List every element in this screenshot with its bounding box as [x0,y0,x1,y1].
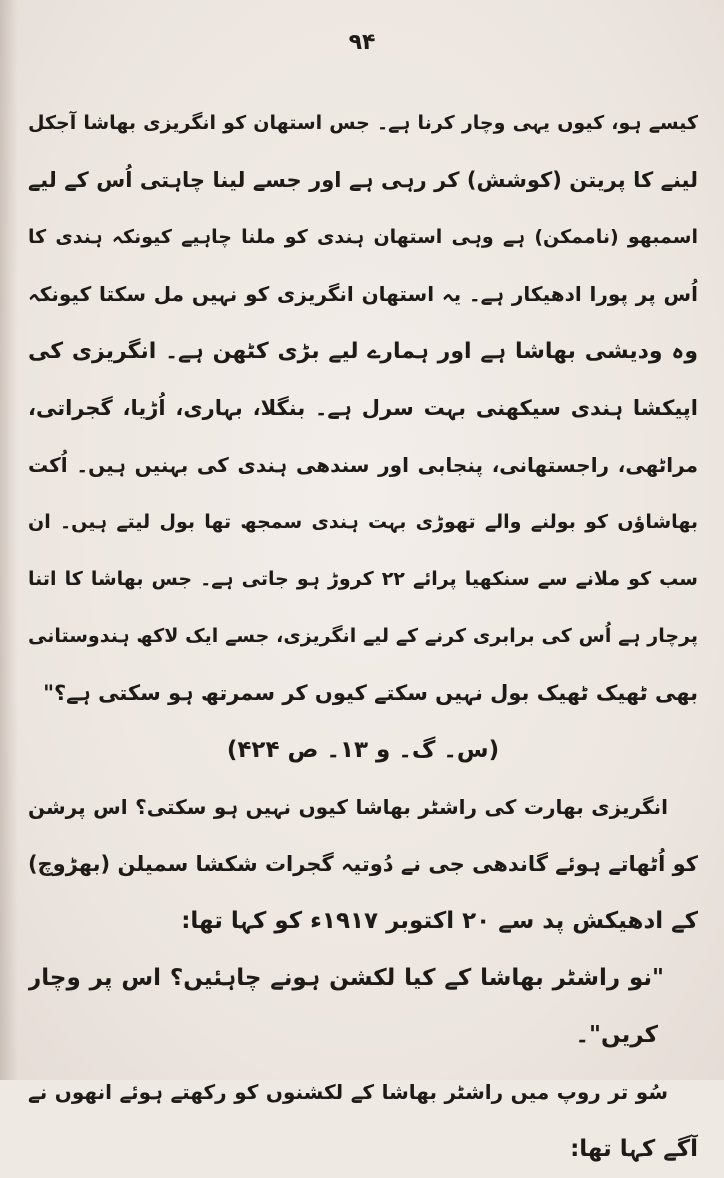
text-line: بھی ٹھیک ٹھیک بول نہیں سکتے کیوں کر سمرتھ ہو سکتی ہے؟" [43,681,698,705]
text-line: بھاشاؤں کو بولنے والے تھوڑی بہت ہندی سمجھ تھا بول لیتے ہیں۔ ان [28,511,698,533]
text-line: کو اُٹھاتے ہوئے گاندھی جی نے دُوتیہ گجرات شکشا سمیلن (بھڑوچ) [28,852,698,876]
page-body-text [28,95,698,1178]
text-line: کیسے ہو، کیوں یہی وچار کرنا ہے۔ جس استھان کو انگریزی بھاشا آجکل [28,112,698,134]
text-line: اسمبھو (ناممکن) ہے وہی استھان ہندی کو ملنا چاہیے کیونکہ ہندی کا [28,226,698,248]
page-number: ۹۴ [348,30,376,55]
text-line: کے ادھیکش پد سے ۲۰ اکتوبر ۱۹۱۷ء کو کہا تھا: [181,908,698,934]
quote-line: کریں"۔ [575,1022,658,1048]
text-line: سُو تر روپ میں راشٹر بھاشا کے لکشنوں کو رکھتے ہوئے انھوں نے [28,1080,668,1104]
page-edge-shadow [0,0,18,1080]
quote-line: "نو راشٹر بھاشا کے کیا لکشن ہونے چاہئیں؟ اس پر وچار [28,965,664,991]
text-line: لینے کا پریتن (کوشش) کر رہی ہے اور جسے لینا چاہتی اُس کے لیے [28,168,698,192]
text-line: وہ ودیشی بھاشا ہے اور ہمارے لیے بڑی کٹھن ہے۔ انگریزی کی [28,339,698,364]
text-line: آگے کہا تھا: [570,1136,698,1162]
text-line: اُس پر پورا ادھیکار ہے۔ یہ استھان انگریزی کو نہیں مل سکتا کیونکہ [28,282,698,306]
text-line: انگریزی بھارت کی راشٹر بھاشا کیوں نہیں ہو سکتی؟ اس پرشن [28,795,668,819]
text-line: مراٹھی، راجستھانی، پنجابی اور سندھی ہندی کی بہنیں ہیں۔ اُکت [28,453,698,477]
text-line: پرچار ہے اُس کی برابری کرنے کے لیے انگریزی، جسے ایک لاکھ ہندوستانی [28,625,698,647]
text-line: سب کو ملانے سے سنکھیا پرائے ۲۲ کروڑ ہو جاتی ہے۔ جس بھاشا کا اتنا [28,568,698,590]
text-line: اپیکشا ہندی سیکھنی بہت سرل ہے۔ بنگلا، بہاری، اُڑیا، گجراتی، [28,396,698,420]
citation: (س۔ گ۔ و ۱۳۔ ص ۴۲۴) [226,737,500,763]
